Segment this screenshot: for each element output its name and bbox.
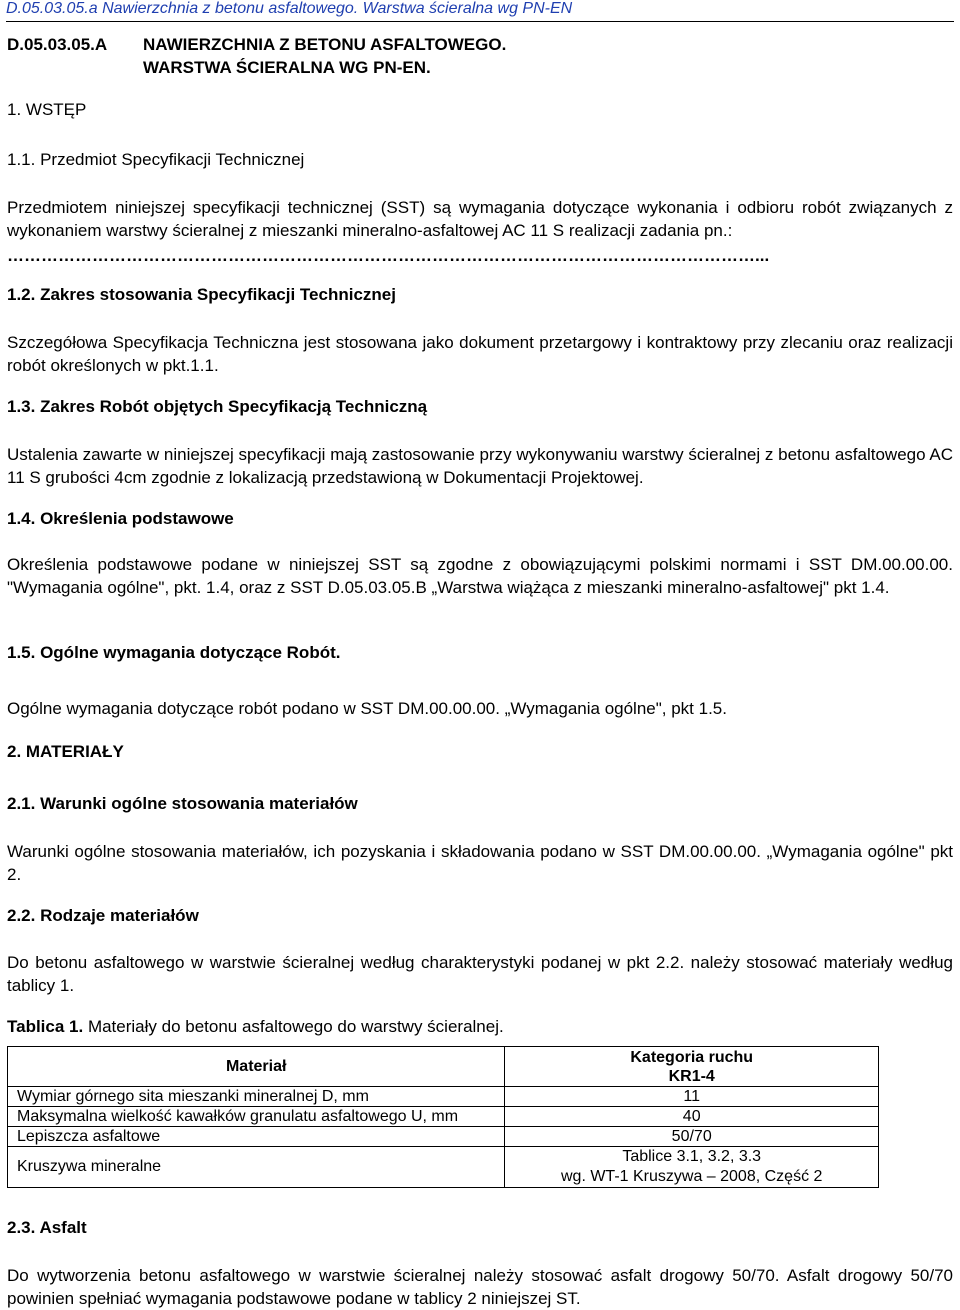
section-1-4-text: Określenia podstawowe podane w niniejszej SST są zgodne z obowiązującymi polskimi normami i SST DM.00.00.00. "Wymagania ogólne", pkt. 1.4, oraz z SST D.05.03.05.B „Warstwa wiążąca z mieszanki mineralno-asfaltowej" pkt 1.4. bbox=[7, 555, 953, 597]
section-1-3-text: Ustalenia zawarte w niniejszej specyfikacji mają zastosowanie przy wykonywaniu warstwy ścieralnej z betonu asfaltowego AC 11 S grubości 4cm zgodnie z lokalizacją przedstawioną w Dokumentacji Projektowej. bbox=[7, 445, 953, 487]
section-1-2-text: Szczegółowa Specyfikacja Techniczna jest stosowana jako dokument przetargowy i kontraktowy przy zlecaniu oraz realizacji robót określonych w pkt.1.1. bbox=[7, 333, 953, 375]
section-2-2-heading: 2.2. Rodzaje materiałów bbox=[7, 906, 199, 925]
table-cell-value: 11 bbox=[505, 1087, 879, 1107]
section-1-4-heading: 1.4. Określenia podstawowe bbox=[7, 509, 234, 528]
section-2-1-text: Warunki ogólne stosowania materiałów, ich pozyskania i składowania podano w SST DM.00.00.00. „Wymagania ogólne" pkt 2. bbox=[7, 842, 953, 884]
table-header-traffic-category bbox=[505, 1047, 879, 1087]
section-2-3-text: Do wytworzenia betonu asfaltowego w warstwie ścieralnej należy stosować asfalt drogowy 50/70. Asfalt drogowy 50/70 powinien spełniać wymagania podstawowe podane w tablicy 2 niniejszej ST. bbox=[7, 1266, 953, 1308]
project-name-placeholder: ……………………………………………………………………………………………………………………... bbox=[7, 246, 770, 265]
table-cell-value: 50/70 bbox=[505, 1127, 879, 1147]
table-header-row bbox=[8, 1047, 879, 1087]
table-row bbox=[8, 1147, 879, 1188]
section-1-3-heading: 1.3. Zakres Robót objętych Specyfikacją Techniczną bbox=[7, 397, 428, 416]
section-1-5-text: Ogólne wymagania dotyczące robót podano w SST DM.00.00.00. „Wymagania ogólne", pkt 1.5. bbox=[7, 699, 727, 718]
section-2-3-heading: 2.3. Asfalt bbox=[7, 1218, 87, 1237]
section-2-heading: 2. MATERIAŁY bbox=[7, 742, 124, 761]
table-1-caption bbox=[7, 1017, 504, 1037]
table-cell-material: Maksymalna wielkość kawałków granulatu asfaltowego U, mm bbox=[8, 1107, 505, 1127]
section-1-2-heading: 1.2. Zakres stosowania Specyfikacji Technicznej bbox=[7, 285, 396, 304]
table-row bbox=[8, 1087, 879, 1107]
table-cell-value bbox=[505, 1147, 879, 1188]
section-1-1-heading: 1.1. Przedmiot Specyfikacji Technicznej bbox=[7, 150, 305, 169]
table-cell-material: Lepiszcza asfaltowe bbox=[8, 1127, 505, 1147]
spec-code: D.05.03.05.A bbox=[7, 35, 108, 54]
section-2-1-heading: 2.1. Warunki ogólne stosowania materiałów bbox=[7, 794, 358, 813]
section-1-5-heading: 1.5. Ogólne wymagania dotyczące Robót. bbox=[7, 643, 341, 662]
table-1-caption-label: Tablica 1. bbox=[7, 1017, 84, 1036]
table-1-caption-text: Materiały do betonu asfaltowego do warstwy ścieralnej. bbox=[83, 1017, 504, 1036]
table-header-material: Materiał bbox=[8, 1047, 505, 1087]
document-title-line-1: NAWIERZCHNIA Z BETONU ASFALTOWEGO. bbox=[143, 35, 507, 54]
table-cell-material: Kruszywa mineralne bbox=[8, 1147, 505, 1188]
section-2-2-text: Do betonu asfaltowego w warstwie ścieralnej według charakterystyki podanej w pkt 2.2. należy stosować materiały według tablicy 1. bbox=[7, 953, 953, 995]
table-cell-value-line-1: Tablice 3.1, 3.2, 3.3 bbox=[622, 1148, 762, 1165]
materials-table bbox=[7, 1046, 879, 1188]
running-header: D.05.03.05.a Nawierzchnia z betonu asfaltowego. Warstwa ścieralna wg PN-EN bbox=[6, 0, 573, 17]
section-1-1-text: Przedmiotem niniejszej specyfikacji technicznej (SST) są wymagania dotyczące wykonania i odbioru robót związanych z wykonaniem warstwy ścieralnej z mieszanki mineralno-asfaltowej AC 11 S realizacji zadania pn.: bbox=[7, 198, 953, 240]
table-row bbox=[8, 1107, 879, 1127]
table-header-category-label: Kategoria ruchu bbox=[630, 1048, 754, 1066]
document-title-line-2: WARSTWA ŚCIERALNA WG PN-EN. bbox=[143, 58, 431, 77]
section-1-heading: 1. WSTĘP bbox=[7, 100, 87, 119]
table-cell-value: 40 bbox=[505, 1107, 879, 1127]
header-divider bbox=[6, 21, 954, 22]
table-cell-material: Wymiar górnego sita mieszanki mineralnej D, mm bbox=[8, 1087, 505, 1107]
table-cell-value-line-2: wg. WT-1 Kruszywa – 2008, Część 2 bbox=[560, 1168, 823, 1185]
table-row bbox=[8, 1127, 879, 1147]
table-header-category-value: KR1-4 bbox=[668, 1067, 715, 1085]
